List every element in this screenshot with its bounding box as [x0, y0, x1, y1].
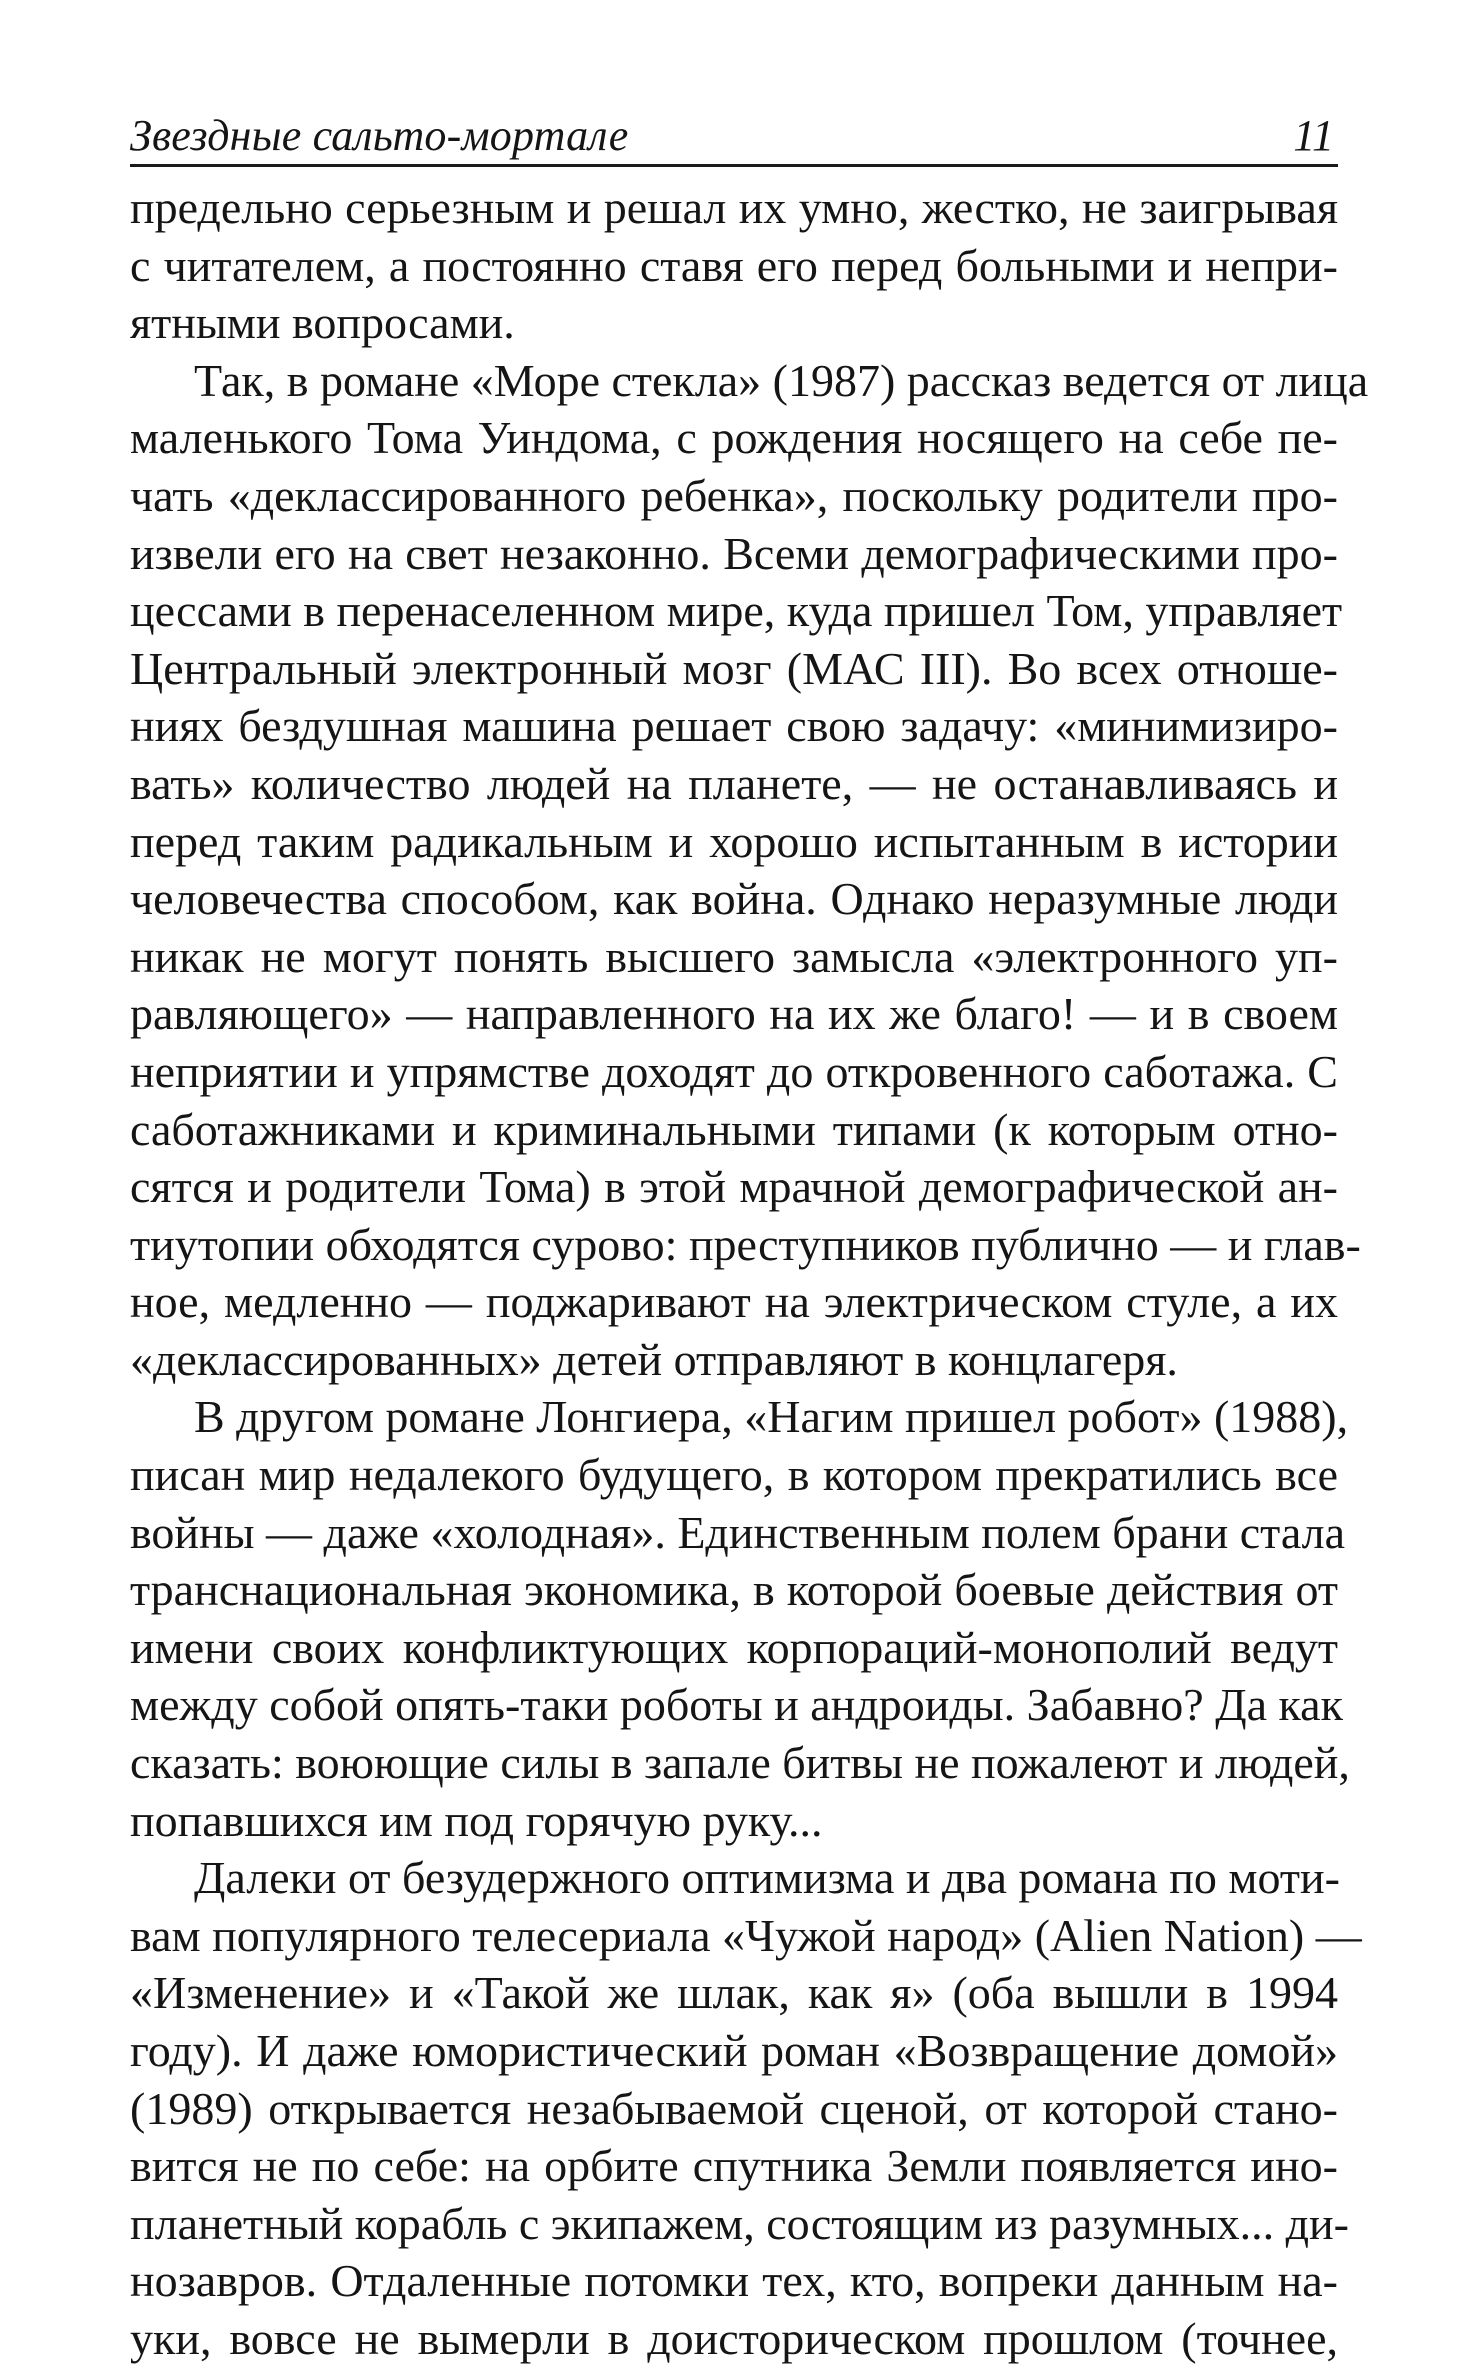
text-line: Далеки от безудержного оптимизма и два романа по моти- [194, 1852, 1340, 1904]
text-line: вам популярного телесериала «Чужой народ» (Alien Nation) — [130, 1909, 1362, 1961]
book-page [130, 108, 1369, 2368]
text-line: между собой опять-таки роботы и андроиды. Забавно? Да как [130, 1679, 1343, 1731]
text-line: (1989) открывается незабываемой сценой, от которой стано- [130, 2082, 1338, 2134]
text-line: нозавров. Отдаленные потомки тех, кто, вопреки данным на- [130, 2255, 1338, 2307]
text-line: «Изменение» и «Такой же шлак, как я» (оба вышли в 1994 [130, 1967, 1338, 2019]
text-line: чать «деклассированного ребенка», поскольку родители про- [130, 469, 1338, 521]
text-line: извели его на свет незаконно. Всеми демографическими про- [130, 527, 1338, 579]
text-line: уки, вовсе не вымерли в доисторическом прошлом (точнее, [130, 2312, 1338, 2364]
text-line: попавшихся им под горячую руку... [130, 1794, 823, 1846]
text-line: человечества способом, как война. Однако неразумные люди [130, 873, 1338, 925]
text-line: сказать: воюющие силы в запале битвы не пожалеют и людей, [130, 1737, 1350, 1789]
text-line: вать» количество людей на планете, — не останавливаясь и [130, 757, 1338, 809]
running-head [130, 108, 1338, 167]
text-line: вится не по себе: на орбите спутника Земли появляется ино- [130, 2140, 1338, 2192]
text-line: перед таким радикальным и хорошо испытанным в истории [130, 815, 1338, 867]
text-line: имени своих конфликтующих корпораций-монополий ведут [130, 1621, 1338, 1673]
page-number: 11 [1293, 111, 1334, 160]
text-line: цессами в перенаселенном мире, куда пришел Том, управляет [130, 585, 1343, 637]
text-line: сятся и родители Тома) в этой мрачной демографической ан- [130, 1161, 1338, 1213]
text-line: ниях бездушная машина решает свою задачу: «минимизиро- [130, 700, 1338, 752]
text-line: транснациональная экономика, в которой боевые действия от [130, 1564, 1338, 1616]
text-line: Центральный электронный мозг (МАС III). Во всех отноше- [130, 642, 1338, 694]
running-head-title: Звездные сальто-мортале [130, 111, 629, 160]
text-line: равляющего» — направленного на их же благо! — и в своем [130, 988, 1338, 1040]
text-line: предельно серьезным и решал их умно, жестко, не заигрывая [130, 182, 1338, 233]
paragraph [130, 1849, 1362, 2367]
text-line: ятными вопросами. [130, 297, 515, 349]
text-line: В другом романе Лонгиера, «Нагим пришел робот» (1988), [194, 1391, 1349, 1443]
text-line: «деклассированных» детей отправляют в концлагеря. [130, 1333, 1178, 1385]
paragraph [130, 1388, 1350, 1849]
text-line: ное, медленно — поджаривают на электрическом стуле, а их [130, 1276, 1338, 1328]
text-line: году). И даже юмористический роман «Возвращение домой» [130, 2025, 1338, 2076]
text-line: Так, в романе «Море стекла» (1987) рассказ ведется от лица [194, 354, 1369, 406]
text-line: маленького Тома Уиндома, с рождения носящего на себе пе- [130, 412, 1338, 464]
paragraph [130, 352, 1369, 1389]
body-text [130, 179, 1369, 2368]
text-line: с читателем, а постоянно ставя его перед больными и непри- [130, 239, 1338, 291]
text-line: планетный корабль с экипажем, состоящим из разумных... ди- [130, 2197, 1349, 2249]
text-line: неприятии и упрямстве доходят до откровенного саботажа. С [130, 1045, 1338, 1097]
text-line: тиутопии обходятся сурово: преступников публично — и глав- [130, 1218, 1361, 1270]
text-line: войны — даже «холодная». Единственным полем брани стала [130, 1506, 1346, 1558]
text-line: никак не могут понять высшего замысла «электронного уп- [130, 930, 1338, 982]
text-line: саботажниками и криминальными типами (к которым отно- [130, 1103, 1338, 1155]
paragraph [130, 179, 1338, 352]
text-line: писан мир недалекого будущего, в котором прекратились все [130, 1449, 1338, 1501]
